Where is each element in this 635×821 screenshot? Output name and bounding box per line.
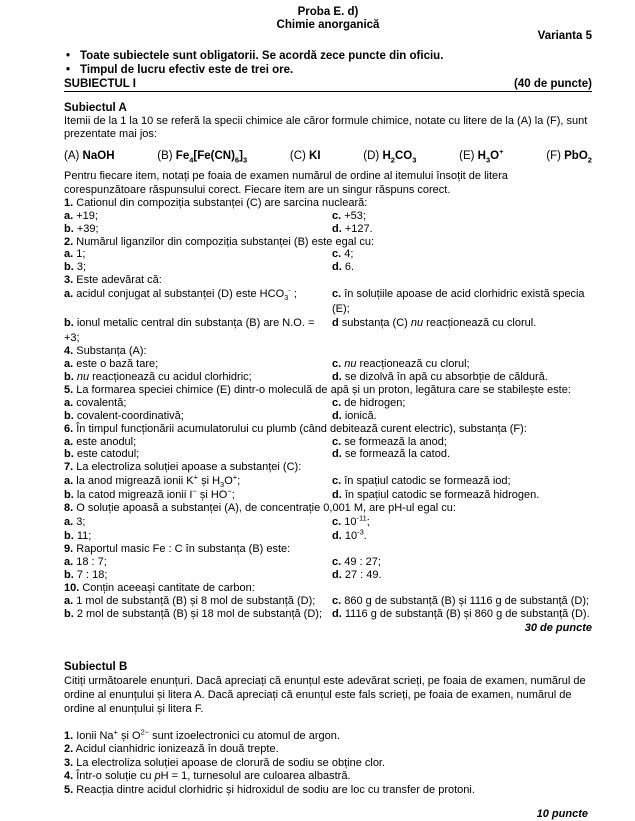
section-a-points: 30 de puncte — [524, 621, 592, 634]
statement-1: 1. Ionii Na+ și $O^{2-}$ sunt izoelectronici cu atomul de argon. — [64, 726, 340, 742]
question-1-options — [64, 210, 592, 236]
species-e: (E) $H_3O^+$ — [459, 147, 504, 165]
question-4: 4. Substanța (A): — [64, 345, 147, 358]
option-d: d. ionică. — [332, 409, 377, 422]
option-c: c. 4; — [332, 248, 354, 261]
option-b: b. la catod migrează ionii I− și HO−; — [64, 486, 235, 502]
option-a: a. 1; — [64, 248, 86, 261]
option-b: b. ionul metalic central din substanța (B) are N.O. = +3; — [64, 317, 315, 344]
option-b: b. 2 mol de substanță (B) și 18 mol de substanță (D); — [64, 607, 323, 620]
question-10-options — [64, 595, 592, 621]
option-c: c. 49 : 27; — [332, 556, 381, 569]
option-b: b. 7 : 18; — [64, 568, 108, 581]
option-c: c. se formează la anod; — [332, 435, 447, 448]
question-7: 7. La electroliza soluției apoase a substanței (C): — [64, 461, 302, 474]
option-d: d. 27 : 49. — [332, 568, 382, 581]
option-a: a. +19; — [64, 209, 98, 222]
option-d: d. în spațiul catodic se formează hidrogen. — [332, 489, 540, 502]
species-d: (D) $H_2CO_3$ — [363, 150, 417, 165]
option-b: b. +39; — [64, 222, 99, 235]
species-f: (F) PbO$_2$ — [546, 150, 592, 165]
section-a-instructions: Pentru fiecare item, notați pe foaia de examen numărul de ordine al itemului însoțit de litera corespunzătoare răspunsului corect. Fiecare item are un singur răspuns corect. — [64, 170, 508, 196]
subject1-header — [64, 78, 592, 92]
option-a: a. este o bază tare; — [64, 358, 159, 371]
option-b: b. 11; — [64, 530, 92, 543]
question-5: 5. La formarea speciei chimice (E) dintr-o moleculă de apă și un proton, legătura care se stabilește este: — [64, 383, 571, 396]
option-a: a. 3; — [64, 516, 86, 529]
subject1-title: SUBIECTUL I — [64, 78, 136, 90]
question-2: 2. Numărul liganzilor din compoziția substanței (B) este egal cu: — [64, 235, 374, 248]
option-c: c. 860 g de substanță (B) și 1116 g de substanță (D); — [332, 594, 590, 607]
species-list — [64, 147, 592, 165]
question-2-options — [64, 248, 592, 274]
option-d: d. se dizolvă în apă cu absorbție de căldură. — [332, 370, 548, 383]
instruction-item: • Toate subiectele sunt obligatorii. Se acordă zece puncte din oficiu. — [64, 49, 592, 63]
option-c: c. în spațiul catodic se formează iod; — [332, 475, 511, 488]
subject1-points: (40 de puncte) — [514, 78, 592, 90]
statement-4: 4. Într-o soluție cu pH = 1, turnesolul are culoarea albastră. — [64, 770, 351, 783]
option-a: a. este anodul; — [64, 435, 137, 448]
option-b: b. nu reacționează cu acidul clorhidric; — [64, 370, 252, 383]
species-b: (B) $Fe_4[Fe(CN)_6]_3$ — [157, 150, 248, 165]
option-c: c. nu reacționează cu clorul; — [332, 358, 470, 371]
option-b: b. este catodul; — [64, 448, 140, 461]
question-4-options — [64, 358, 592, 384]
question-3: 3. Este adevărat că: — [64, 274, 162, 287]
option-c: c. $10^{-11}$; — [332, 513, 370, 529]
option-d: d. $10^{-3}$. — [332, 527, 367, 543]
question-8: 8. O soluție apoasă a substanței (A), de concentrație 0,001 M, are pH-ul egal cu: — [64, 502, 456, 515]
option-d: d. +127. — [332, 222, 373, 235]
option-c: c. +53; — [332, 209, 366, 222]
exam-title: Proba E. d) — [297, 6, 359, 18]
question-10: 10. Conțin aceeași cantitate de carbon: — [64, 581, 255, 594]
question-5-options — [64, 397, 592, 423]
option-b: b. 3; — [64, 261, 87, 274]
option-a: a. 18 : 7; — [64, 556, 107, 569]
instructions-list — [64, 49, 592, 77]
question-7-options — [64, 474, 592, 502]
question-9: 9. Raportul masic Fe : C în substanța (B) este: — [64, 543, 291, 556]
option-d: d. 1116 g de substanță (B) și 860 g de substanță (D). — [332, 607, 590, 620]
option-d: d. 6. — [332, 261, 355, 274]
statement-5: 5. Reacția dintre acidul clorhidric și hidroxidul de sodiu are loc cu transfer de protoni. — [64, 783, 475, 796]
section-b-points: 10 puncte — [536, 808, 588, 821]
option-a: a. acidul conjugat al substanței (D) este $HCO_3^-$ ; — [64, 285, 297, 303]
variant-label: Varianta 5 — [537, 30, 592, 42]
question-1: 1. Cationul din compoziția substanței (C) are sarcina nucleară: — [64, 196, 368, 209]
question-8-options — [64, 515, 592, 543]
question-3-options — [64, 287, 592, 345]
option-a: a. covalentă; — [64, 396, 127, 409]
option-a: a. 1 mol de substanță (B) și 8 mol de substanță (D); — [64, 594, 316, 607]
exam-subject: Chimie anorganică — [276, 19, 380, 31]
species-c: (C) KI — [289, 150, 321, 163]
statement-list — [64, 726, 592, 798]
section-b-title: Subiectul B — [64, 660, 128, 673]
question-6: 6. În timpul funcționării acumulatorului cu plumb (când debitează curent electric), substanța (F): — [64, 422, 527, 435]
section-b-intro: Citiți următoarele enunțuri. Dacă apreciați că enunțul este adevărat scrieți, pe foaia de examen, numărul de ordine al enunțului și litera A. Dacă apreciați că enunțul este fals scrieți, pe foaia de examen, numărul de ordine al enunțului și litera F. — [64, 674, 586, 715]
section-a-intro: Itemii de la 1 la 10 se referă la specii chimice ale căror formule chimice, notate cu litere de la (A) la (F), sunt prezentate mai jos: — [64, 115, 588, 141]
statement-2: 2. Acidul cianhidric ionizează în două trepte. — [64, 743, 279, 756]
species-a: (A) NaOH — [64, 150, 115, 163]
exam-page — [64, 0, 592, 821]
option-d: d. se formează la catod. — [332, 448, 451, 461]
question-9-options — [64, 556, 592, 582]
question-6-options — [64, 436, 592, 462]
option-d: d substanța (C) nu reacționează cu clorul. — [332, 317, 537, 330]
section-a-title: Subiectul A — [64, 102, 127, 114]
option-c: c. de hidrogen; — [332, 396, 406, 409]
option-b: b. covalent-coordinativă; — [64, 409, 184, 422]
statement-3: 3. La electroliza soluției apoase de clorură de sodiu se obține clor. — [64, 756, 386, 769]
option-a: a. la anod migrează ionii K+ și $H_3O^+$; — [64, 472, 241, 490]
option-c: c. în soluțiile apoase de acid clorhidric există specia (E); — [332, 288, 585, 315]
instruction-item: • Timpul de lucru efectiv este de trei ore. — [64, 63, 592, 77]
